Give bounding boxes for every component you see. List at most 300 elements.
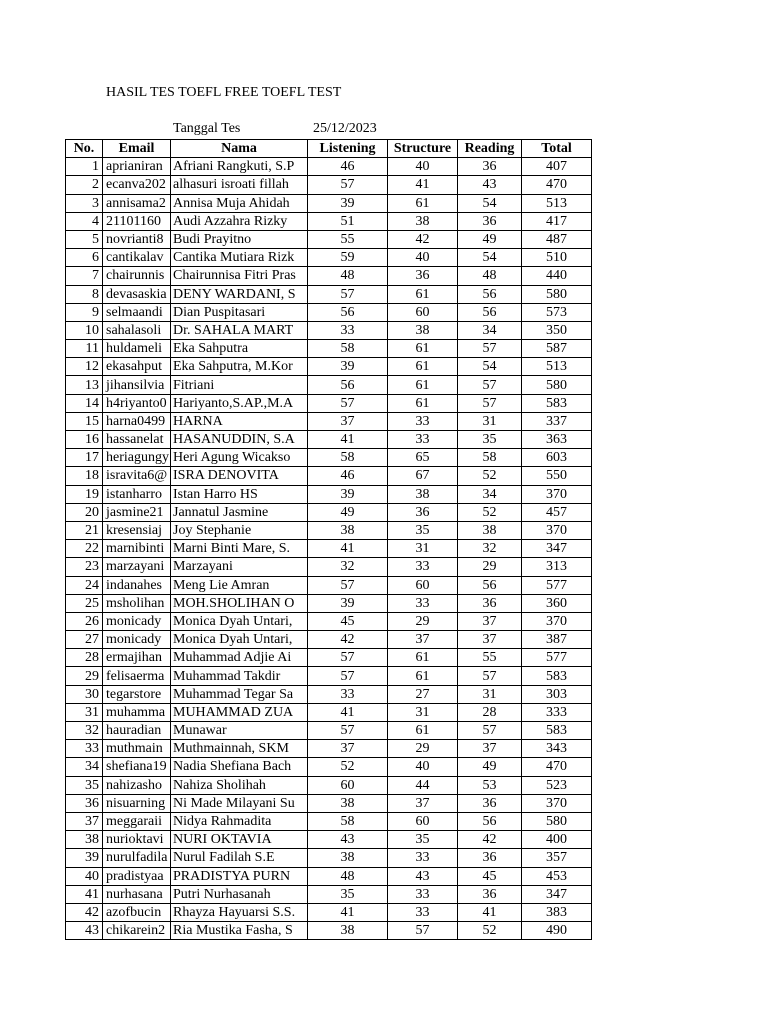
cell-email: pradistyaa <box>103 867 171 885</box>
cell-nama: Monica Dyah Untari, <box>171 631 308 649</box>
cell-reading: 32 <box>458 540 522 558</box>
cell-no: 37 <box>66 812 103 830</box>
cell-nama: Joy Stephanie <box>171 521 308 539</box>
cell-nama: HARNA <box>171 412 308 430</box>
table-row <box>66 758 592 776</box>
table-row <box>66 922 592 940</box>
cell-nama: Muhammad Takdir <box>171 667 308 685</box>
cell-email: cantikalav <box>103 249 171 267</box>
cell-nama: Monica Dyah Untari, <box>171 612 308 630</box>
table-row <box>66 158 592 176</box>
cell-total: 453 <box>522 867 592 885</box>
cell-listening: 45 <box>308 612 388 630</box>
cell-total: 580 <box>522 376 592 394</box>
cell-reading: 57 <box>458 722 522 740</box>
cell-structure: 41 <box>388 176 458 194</box>
table-row <box>66 467 592 485</box>
cell-no: 11 <box>66 340 103 358</box>
page-title: HASIL TES TOEFL FREE TOEFL TEST <box>106 85 342 100</box>
cell-listening: 52 <box>308 758 388 776</box>
cell-listening: 57 <box>308 394 388 412</box>
table-row <box>66 340 592 358</box>
cell-reading: 34 <box>458 321 522 339</box>
table-row <box>66 412 592 430</box>
cell-nama: Nadia Shefiana Bach <box>171 758 308 776</box>
cell-structure: 29 <box>388 612 458 630</box>
cell-structure: 27 <box>388 685 458 703</box>
cell-email: chikarein2 <box>103 922 171 940</box>
table-row <box>66 722 592 740</box>
table-row <box>66 212 592 230</box>
cell-structure: 40 <box>388 158 458 176</box>
cell-email: monicady <box>103 631 171 649</box>
cell-total: 370 <box>522 612 592 630</box>
cell-listening: 57 <box>308 576 388 594</box>
table-row <box>66 612 592 630</box>
cell-listening: 41 <box>308 540 388 558</box>
cell-listening: 60 <box>308 776 388 794</box>
cell-reading: 38 <box>458 521 522 539</box>
cell-total: 470 <box>522 176 592 194</box>
cell-nama: PRADISTYA PURN <box>171 867 308 885</box>
cell-total: 457 <box>522 503 592 521</box>
cell-nama: ISRA DENOVITA <box>171 467 308 485</box>
cell-email: azofbucin <box>103 903 171 921</box>
cell-no: 25 <box>66 594 103 612</box>
cell-structure: 61 <box>388 194 458 212</box>
table-header-row <box>66 140 592 158</box>
cell-structure: 33 <box>388 431 458 449</box>
table-row <box>66 503 592 521</box>
cell-reading: 56 <box>458 812 522 830</box>
cell-email: nurhasana <box>103 885 171 903</box>
cell-total: 363 <box>522 431 592 449</box>
table-row <box>66 703 592 721</box>
cell-structure: 38 <box>388 485 458 503</box>
table-row <box>66 558 592 576</box>
cell-listening: 41 <box>308 431 388 449</box>
cell-no: 20 <box>66 503 103 521</box>
column-header-email: Email <box>103 140 171 158</box>
cell-no: 18 <box>66 467 103 485</box>
cell-structure: 61 <box>388 358 458 376</box>
cell-nama: Audi Azzahra Rizky <box>171 212 308 230</box>
cell-reading: 36 <box>458 158 522 176</box>
table-row <box>66 740 592 758</box>
cell-listening: 51 <box>308 212 388 230</box>
cell-email: hauradian <box>103 722 171 740</box>
cell-no: 10 <box>66 321 103 339</box>
column-header-reading: Reading <box>458 140 522 158</box>
cell-reading: 56 <box>458 576 522 594</box>
cell-reading: 55 <box>458 649 522 667</box>
cell-reading: 58 <box>458 449 522 467</box>
cell-listening: 57 <box>308 667 388 685</box>
cell-nama: Hariyanto,S.AP.,M.A <box>171 394 308 412</box>
cell-reading: 36 <box>458 794 522 812</box>
cell-no: 36 <box>66 794 103 812</box>
cell-email: ekasahput <box>103 358 171 376</box>
cell-total: 347 <box>522 885 592 903</box>
cell-email: aprianiran <box>103 158 171 176</box>
cell-email: jasmine21 <box>103 503 171 521</box>
cell-email: marnibinti <box>103 540 171 558</box>
cell-nama: Fitriani <box>171 376 308 394</box>
cell-total: 587 <box>522 340 592 358</box>
cell-reading: 57 <box>458 667 522 685</box>
cell-reading: 35 <box>458 431 522 449</box>
cell-no: 29 <box>66 667 103 685</box>
cell-listening: 39 <box>308 358 388 376</box>
cell-nama: Budi Prayitno <box>171 230 308 248</box>
cell-structure: 33 <box>388 558 458 576</box>
cell-listening: 59 <box>308 249 388 267</box>
cell-total: 580 <box>522 285 592 303</box>
table-row <box>66 667 592 685</box>
cell-reading: 29 <box>458 558 522 576</box>
cell-reading: 34 <box>458 485 522 503</box>
cell-no: 14 <box>66 394 103 412</box>
cell-structure: 60 <box>388 576 458 594</box>
column-header-listening: Listening <box>308 140 388 158</box>
cell-no: 32 <box>66 722 103 740</box>
cell-no: 23 <box>66 558 103 576</box>
cell-reading: 52 <box>458 467 522 485</box>
cell-listening: 57 <box>308 176 388 194</box>
cell-nama: Nahiza Sholihah <box>171 776 308 794</box>
cell-reading: 45 <box>458 867 522 885</box>
cell-email: 21101160 <box>103 212 171 230</box>
cell-nama: Eka Sahputra, M.Kor <box>171 358 308 376</box>
cell-total: 470 <box>522 758 592 776</box>
cell-total: 343 <box>522 740 592 758</box>
cell-listening: 38 <box>308 794 388 812</box>
table-row <box>66 794 592 812</box>
cell-email: nurioktavi <box>103 831 171 849</box>
cell-reading: 57 <box>458 376 522 394</box>
cell-total: 523 <box>522 776 592 794</box>
cell-no: 33 <box>66 740 103 758</box>
cell-no: 9 <box>66 303 103 321</box>
cell-total: 513 <box>522 194 592 212</box>
cell-listening: 55 <box>308 230 388 248</box>
cell-no: 24 <box>66 576 103 594</box>
cell-reading: 48 <box>458 267 522 285</box>
cell-nama: Afriani Rangkuti, S.P <box>171 158 308 176</box>
cell-listening: 39 <box>308 485 388 503</box>
cell-total: 357 <box>522 849 592 867</box>
cell-no: 42 <box>66 903 103 921</box>
cell-reading: 37 <box>458 612 522 630</box>
cell-structure: 31 <box>388 703 458 721</box>
cell-email: indanahes <box>103 576 171 594</box>
cell-nama: MUHAMMAD ZUA <box>171 703 308 721</box>
cell-email: nisuarning <box>103 794 171 812</box>
table-row <box>66 885 592 903</box>
cell-total: 370 <box>522 485 592 503</box>
cell-email: novrianti8 <box>103 230 171 248</box>
cell-structure: 67 <box>388 467 458 485</box>
cell-email: muthmain <box>103 740 171 758</box>
cell-nama: Munawar <box>171 722 308 740</box>
cell-no: 16 <box>66 431 103 449</box>
cell-email: marzayani <box>103 558 171 576</box>
cell-nama: Rhayza Hayuarsi S.S. <box>171 903 308 921</box>
table-row <box>66 376 592 394</box>
cell-structure: 33 <box>388 903 458 921</box>
cell-email: annisama2 <box>103 194 171 212</box>
cell-nama: Marni Binti Mare, S. <box>171 540 308 558</box>
cell-structure: 36 <box>388 267 458 285</box>
cell-email: tegarstore <box>103 685 171 703</box>
table-row <box>66 303 592 321</box>
cell-reading: 49 <box>458 758 522 776</box>
cell-no: 28 <box>66 649 103 667</box>
cell-total: 347 <box>522 540 592 558</box>
cell-total: 583 <box>522 394 592 412</box>
cell-nama: Dian Puspitasari <box>171 303 308 321</box>
cell-structure: 61 <box>388 667 458 685</box>
cell-listening: 58 <box>308 340 388 358</box>
cell-nama: Muhammad Adjie Ai <box>171 649 308 667</box>
cell-structure: 61 <box>388 340 458 358</box>
cell-structure: 38 <box>388 321 458 339</box>
table-row <box>66 867 592 885</box>
cell-structure: 61 <box>388 376 458 394</box>
cell-listening: 37 <box>308 740 388 758</box>
cell-reading: 57 <box>458 394 522 412</box>
cell-no: 2 <box>66 176 103 194</box>
table-row <box>66 849 592 867</box>
cell-structure: 43 <box>388 867 458 885</box>
cell-no: 7 <box>66 267 103 285</box>
cell-listening: 37 <box>308 412 388 430</box>
cell-nama: alhasuri isroati fillah <box>171 176 308 194</box>
cell-no: 30 <box>66 685 103 703</box>
cell-listening: 56 <box>308 303 388 321</box>
cell-reading: 43 <box>458 176 522 194</box>
cell-total: 370 <box>522 794 592 812</box>
cell-structure: 37 <box>388 631 458 649</box>
cell-no: 6 <box>66 249 103 267</box>
cell-total: 603 <box>522 449 592 467</box>
cell-nama: Marzayani <box>171 558 308 576</box>
cell-total: 573 <box>522 303 592 321</box>
score-table-body <box>66 158 592 940</box>
cell-email: jihansilvia <box>103 376 171 394</box>
cell-total: 510 <box>522 249 592 267</box>
table-row <box>66 485 592 503</box>
cell-nama: Putri Nurhasanah <box>171 885 308 903</box>
cell-listening: 58 <box>308 449 388 467</box>
cell-total: 577 <box>522 649 592 667</box>
cell-no: 26 <box>66 612 103 630</box>
cell-structure: 60 <box>388 812 458 830</box>
cell-nama: Cantika Mutiara Rizk <box>171 249 308 267</box>
cell-email: ermajihan <box>103 649 171 667</box>
cell-no: 34 <box>66 758 103 776</box>
cell-email: nahizasho <box>103 776 171 794</box>
cell-no: 22 <box>66 540 103 558</box>
cell-listening: 39 <box>308 194 388 212</box>
cell-email: heriagungy <box>103 449 171 467</box>
cell-reading: 37 <box>458 740 522 758</box>
cell-no: 5 <box>66 230 103 248</box>
cell-no: 38 <box>66 831 103 849</box>
cell-reading: 52 <box>458 503 522 521</box>
cell-nama: Eka Sahputra <box>171 340 308 358</box>
cell-no: 15 <box>66 412 103 430</box>
cell-email: msholihan <box>103 594 171 612</box>
cell-total: 583 <box>522 667 592 685</box>
cell-reading: 36 <box>458 594 522 612</box>
cell-no: 19 <box>66 485 103 503</box>
cell-listening: 41 <box>308 903 388 921</box>
cell-listening: 49 <box>308 503 388 521</box>
cell-no: 40 <box>66 867 103 885</box>
cell-reading: 37 <box>458 631 522 649</box>
cell-structure: 37 <box>388 794 458 812</box>
cell-email: hassanelat <box>103 431 171 449</box>
cell-listening: 33 <box>308 685 388 703</box>
cell-total: 313 <box>522 558 592 576</box>
cell-structure: 40 <box>388 249 458 267</box>
cell-nama: Meng Lie Amran <box>171 576 308 594</box>
table-row <box>66 230 592 248</box>
cell-listening: 57 <box>308 722 388 740</box>
cell-email: istanharro <box>103 485 171 503</box>
cell-email: h4riyanto0 <box>103 394 171 412</box>
cell-no: 31 <box>66 703 103 721</box>
cell-listening: 46 <box>308 467 388 485</box>
cell-email: felisaerma <box>103 667 171 685</box>
table-row <box>66 540 592 558</box>
cell-no: 13 <box>66 376 103 394</box>
table-row <box>66 521 592 539</box>
cell-nama: Istan Harro HS <box>171 485 308 503</box>
cell-nama: Dr. SAHALA MART <box>171 321 308 339</box>
cell-reading: 36 <box>458 849 522 867</box>
cell-reading: 56 <box>458 303 522 321</box>
cell-reading: 31 <box>458 412 522 430</box>
cell-reading: 57 <box>458 340 522 358</box>
cell-total: 417 <box>522 212 592 230</box>
cell-structure: 33 <box>388 412 458 430</box>
cell-reading: 56 <box>458 285 522 303</box>
cell-email: selmaandi <box>103 303 171 321</box>
cell-nama: Chairunnisa Fitri Pras <box>171 267 308 285</box>
cell-listening: 56 <box>308 376 388 394</box>
cell-no: 27 <box>66 631 103 649</box>
table-row <box>66 649 592 667</box>
cell-listening: 38 <box>308 521 388 539</box>
cell-no: 1 <box>66 158 103 176</box>
cell-listening: 43 <box>308 831 388 849</box>
cell-reading: 54 <box>458 358 522 376</box>
table-row <box>66 431 592 449</box>
table-row <box>66 285 592 303</box>
cell-reading: 54 <box>458 249 522 267</box>
cell-structure: 33 <box>388 594 458 612</box>
cell-no: 8 <box>66 285 103 303</box>
cell-listening: 58 <box>308 812 388 830</box>
cell-structure: 44 <box>388 776 458 794</box>
cell-total: 580 <box>522 812 592 830</box>
cell-listening: 39 <box>308 594 388 612</box>
cell-nama: DENY WARDANI, S <box>171 285 308 303</box>
cell-no: 12 <box>66 358 103 376</box>
cell-nama: Heri Agung Wicakso <box>171 449 308 467</box>
cell-nama: NURI OKTAVIA <box>171 831 308 849</box>
cell-reading: 53 <box>458 776 522 794</box>
cell-reading: 28 <box>458 703 522 721</box>
cell-structure: 36 <box>388 503 458 521</box>
cell-no: 35 <box>66 776 103 794</box>
cell-reading: 41 <box>458 903 522 921</box>
cell-nama: Muthmainnah, SKM <box>171 740 308 758</box>
cell-total: 387 <box>522 631 592 649</box>
test-date-value: 25/12/2023 <box>313 121 377 136</box>
cell-total: 337 <box>522 412 592 430</box>
cell-listening: 57 <box>308 649 388 667</box>
cell-total: 407 <box>522 158 592 176</box>
cell-email: meggaraii <box>103 812 171 830</box>
table-row <box>66 249 592 267</box>
cell-listening: 41 <box>308 703 388 721</box>
column-header-structure: Structure <box>388 140 458 158</box>
cell-total: 583 <box>522 722 592 740</box>
cell-total: 440 <box>522 267 592 285</box>
cell-email: nurulfadila <box>103 849 171 867</box>
cell-reading: 42 <box>458 831 522 849</box>
table-row <box>66 176 592 194</box>
table-row <box>66 776 592 794</box>
cell-structure: 57 <box>388 922 458 940</box>
table-row <box>66 685 592 703</box>
column-header-nama: Nama <box>171 140 308 158</box>
table-row <box>66 358 592 376</box>
cell-total: 490 <box>522 922 592 940</box>
table-row <box>66 903 592 921</box>
cell-reading: 36 <box>458 885 522 903</box>
cell-total: 360 <box>522 594 592 612</box>
cell-reading: 36 <box>458 212 522 230</box>
cell-structure: 40 <box>388 758 458 776</box>
cell-total: 383 <box>522 903 592 921</box>
cell-nama: Muhammad Tegar Sa <box>171 685 308 703</box>
cell-total: 333 <box>522 703 592 721</box>
cell-no: 4 <box>66 212 103 230</box>
cell-structure: 42 <box>388 230 458 248</box>
cell-total: 550 <box>522 467 592 485</box>
cell-no: 43 <box>66 922 103 940</box>
cell-listening: 32 <box>308 558 388 576</box>
cell-nama: Ria Mustika Fasha, S <box>171 922 308 940</box>
column-header-no: No. <box>66 140 103 158</box>
cell-reading: 31 <box>458 685 522 703</box>
table-row <box>66 812 592 830</box>
cell-listening: 33 <box>308 321 388 339</box>
score-table <box>65 139 592 940</box>
cell-structure: 65 <box>388 449 458 467</box>
cell-structure: 31 <box>388 540 458 558</box>
cell-listening: 48 <box>308 267 388 285</box>
cell-email: huldameli <box>103 340 171 358</box>
table-row <box>66 831 592 849</box>
column-header-total: Total <box>522 140 592 158</box>
cell-structure: 35 <box>388 521 458 539</box>
cell-total: 400 <box>522 831 592 849</box>
